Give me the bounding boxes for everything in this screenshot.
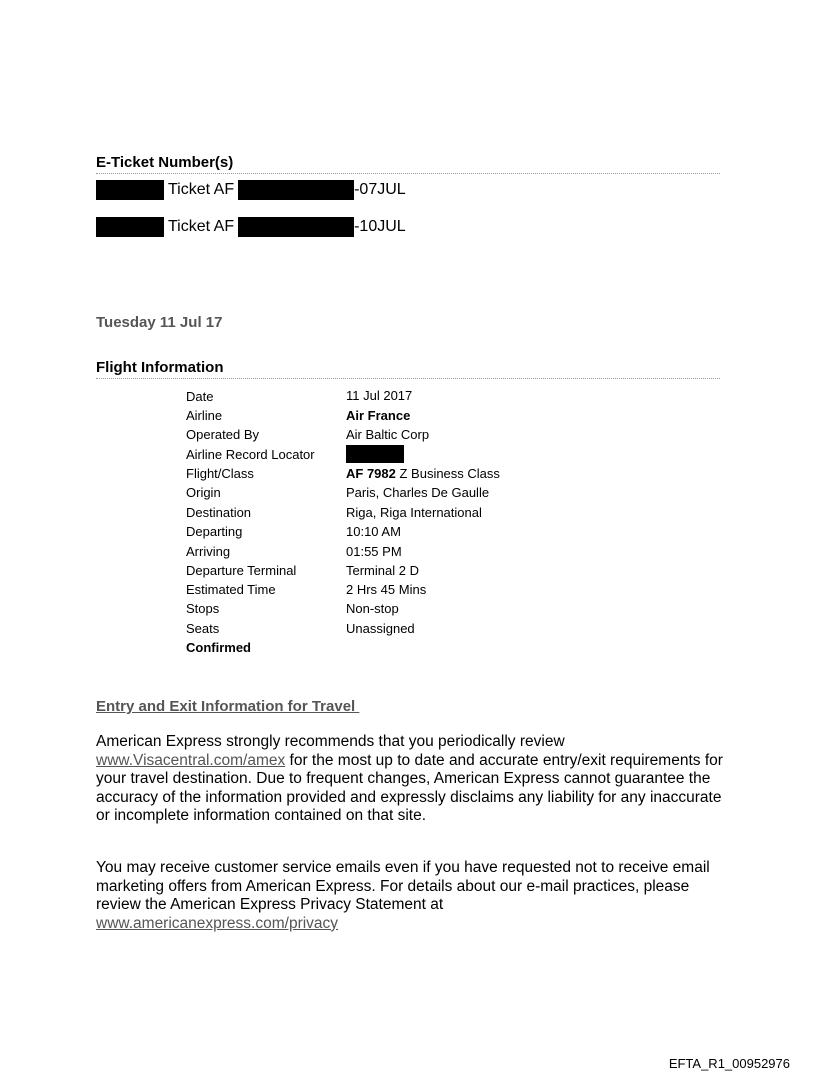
info-label-origin: Origin	[186, 485, 221, 500]
entry-exit-text-cont: for the most up to date and accurate entry/exit requirements for your travel destination. Due to frequent changes, American Express cannot guarantee the accuracy of the information provided and expressly disclaims any liability for any inaccurate or incomplete information contained on that site.	[96, 751, 723, 824]
redaction-block	[238, 217, 354, 237]
privacy-link[interactable]: www.americanexpress.com/privacy	[96, 914, 339, 932]
info-value-estimated-time: 2 Hrs 45 Mins	[346, 582, 427, 597]
flight-number: AF 7982	[346, 466, 396, 481]
info-label-airline: Airline	[186, 408, 223, 423]
info-value-operated-by: Air Baltic Corp	[346, 427, 430, 442]
redaction-block	[238, 180, 354, 200]
ticket-row	[96, 216, 406, 238]
info-value-departure-terminal: Terminal 2 D	[346, 563, 419, 578]
info-value-seats: Unassigned	[346, 621, 415, 636]
info-label-seats: Seats	[186, 621, 220, 636]
info-value-destination: Riga, Riga International	[346, 505, 482, 520]
redaction-block	[96, 217, 164, 237]
ticket-label: Ticket AF	[168, 181, 235, 198]
redaction-block	[96, 180, 164, 200]
info-label-destination: Destination	[186, 505, 252, 520]
ticket-row	[96, 179, 406, 201]
info-label-departing: Departing	[186, 524, 243, 539]
entry-exit-paragraph	[96, 733, 736, 826]
info-label-departure-terminal: Departure Terminal	[186, 563, 297, 578]
info-value-origin: Paris, Charles De Gaulle	[346, 485, 490, 500]
entry-exit-heading: Entry and Exit Information for Travel	[96, 698, 360, 715]
info-value-departing: 10:10 AM	[346, 524, 401, 539]
info-label-record-locator: Airline Record Locator	[186, 447, 315, 462]
info-label-stops: Stops	[186, 601, 220, 616]
flight-info-heading: Flight Information	[96, 359, 720, 379]
info-value-arriving: 01:55 PM	[346, 544, 402, 559]
visacentral-link[interactable]: www.Visacentral.com/amex	[96, 751, 286, 769]
info-label-flight-class: Flight/Class	[186, 466, 254, 481]
info-value-flight-class	[346, 466, 500, 481]
info-value-airline: Air France	[346, 408, 411, 423]
day-heading: Tuesday 11 Jul 17	[96, 314, 223, 331]
entry-exit-text: American Express strongly recommends that you periodically review	[96, 733, 565, 750]
info-label-arriving: Arriving	[186, 544, 231, 559]
ticket-label: Ticket AF	[168, 218, 235, 235]
booking-status: Confirmed	[186, 640, 251, 655]
redaction-block	[346, 445, 404, 463]
document-id: EFTA_R1_00952976	[668, 1056, 790, 1071]
ticket-suffix: -10JUL	[354, 218, 406, 235]
info-label-operated-by: Operated By	[186, 427, 259, 442]
info-value-date: 11 Jul 2017	[346, 388, 413, 403]
ticket-suffix: -07JUL	[354, 181, 406, 198]
info-label-date: Date	[186, 389, 214, 404]
info-value-stops: Non-stop	[346, 601, 399, 616]
privacy-text: You may receive customer service emails even if you have requested not to receive email marketing offers from American Express. For details about our e-mail practices, please review the American Express Privacy Statement at	[96, 859, 710, 913]
flight-class: Z Business Class	[395, 466, 500, 481]
info-label-estimated-time: Estimated Time	[186, 582, 276, 597]
eticket-heading: E-Ticket Number(s)	[96, 154, 720, 174]
privacy-paragraph	[96, 859, 736, 933]
